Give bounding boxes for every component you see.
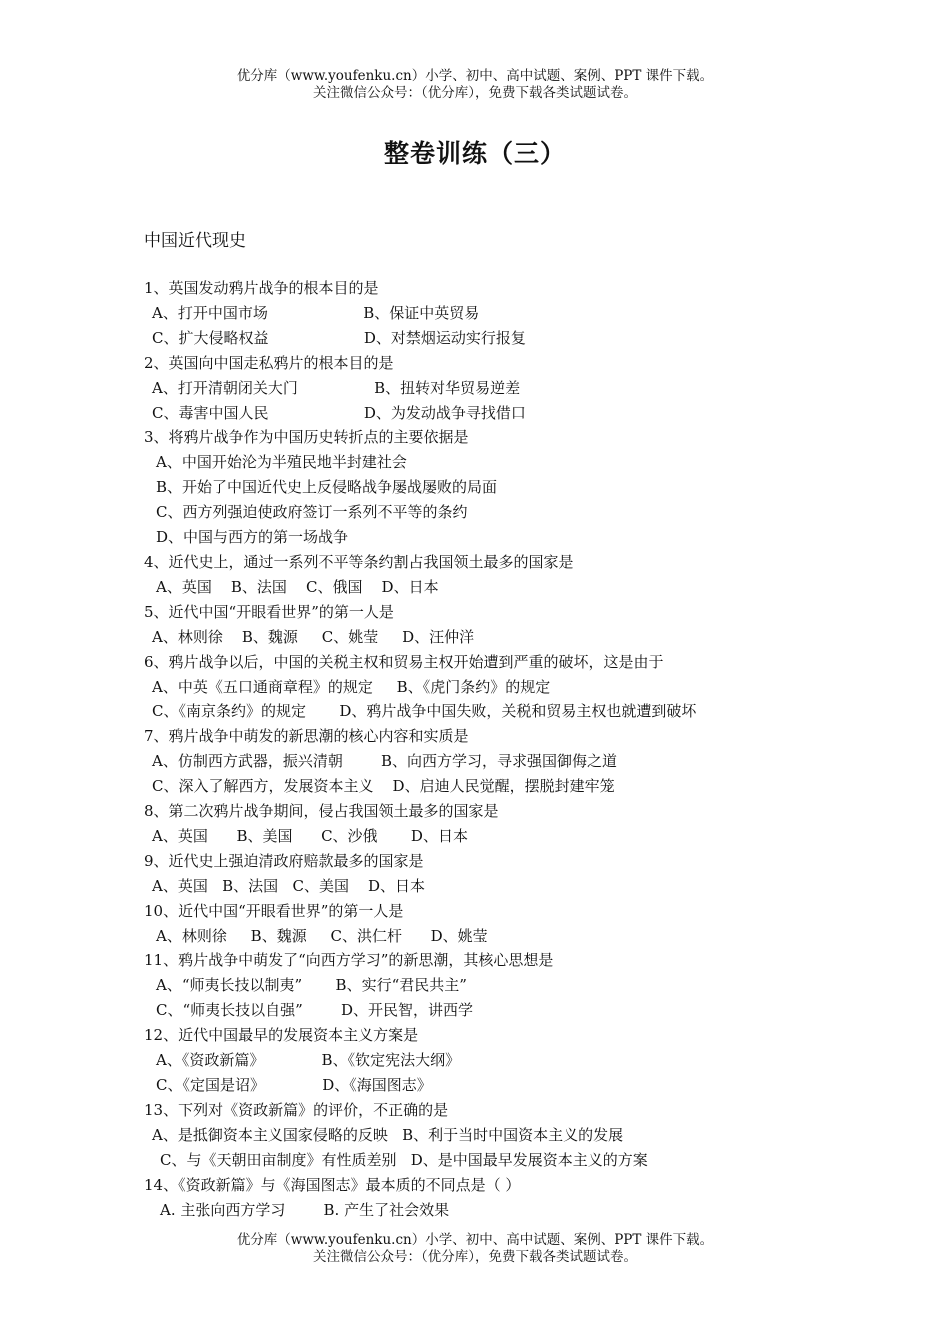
page-footer: [0, 1232, 950, 1266]
answer-options: D、中国与西方的第一场战争: [156, 528, 349, 547]
question-stem: 10、近代中国“开眼看世界”的第一人是: [144, 901, 404, 920]
answer-options: C、与《天朝田亩制度》有性质差别 D、是中国最早发展资本主义的方案: [160, 1150, 648, 1169]
answer-options: A、中英《五口通商章程》的规定 B、《虎门条约》的规定: [152, 677, 551, 696]
question-stem: 8、第二次鸦片战争期间，侵占我国领土最多的国家是: [144, 802, 499, 821]
question-item: [144, 849, 924, 899]
footer-line-2: 关注微信公众号：（优分库），免费下载各类试题试卷。: [313, 1249, 637, 1265]
answer-options: A、林则徐 B、魏源 C、洪仁杆 D、姚莹: [156, 926, 488, 945]
header-line-1: 优分库（www.youfenku.cn）小学、初中、高中试题、案例、PPT 课件下载。: [236, 68, 714, 84]
header-line-2: 关注微信公众号：（优分库），免费下载各类试题试卷。: [313, 85, 637, 101]
question-stem: 6、鸦片战争以后，中国的关税主权和贸易主权开始遭到严重的破坏，这是由于: [144, 652, 664, 671]
section-heading: 中国近代现史: [144, 231, 246, 251]
answer-options: A、打开清朝闭关大门 B、扭转对华贸易逆差: [152, 378, 521, 397]
answer-options: C、扩大侵略权益 D、对禁烟运动实行报复: [152, 328, 526, 347]
answer-options: A、仿制西方武器，振兴清朝 B、向西方学习，寻求强国御侮之道: [152, 752, 618, 771]
question-item: [144, 799, 924, 849]
answer-options: C、西方列强迫使政府签订一系列不平等的条约: [156, 503, 468, 522]
question-stem: 2、英国向中国走私鸦片的根本目的是: [144, 353, 394, 372]
answer-options: C、毒害中国人民 D、为发动战争寻找借口: [152, 403, 526, 422]
question-item: [144, 650, 924, 725]
question-item: [144, 948, 924, 1023]
question-stem: 13、下列对《资政新篇》的评价，不正确的是: [144, 1100, 449, 1119]
question-item: [144, 425, 924, 550]
page-header: [0, 68, 950, 102]
answer-options: B、开始了中国近代史上反侵略战争屡战屡败的局面: [156, 478, 498, 497]
answer-options: C、《南京条约》的规定 D、鸦片战争中国失败，关税和贸易主权也就遭到破坏: [152, 702, 697, 721]
question-stem: 4、近代史上，通过一系列不平等条约割占我国领土最多的国家是: [144, 552, 574, 571]
question-item: [144, 899, 924, 949]
answer-options: C、《定国是诏》 D、《海国图志》: [156, 1076, 432, 1094]
answer-options: C、深入了解西方，发展资本主义 D、启迪人民觉醒，摆脱封建牢笼: [152, 777, 615, 796]
question-item: [144, 276, 924, 351]
answer-options: C、“师夷长技以自强” D、开民智，讲西学: [156, 1001, 473, 1020]
answer-options: A、英国 B、法国 C、俄国 D、日本: [156, 577, 439, 596]
answer-options: A、林则徐 B、魏源 C、姚莹 D、汪仲洋: [152, 627, 475, 646]
question-stem: 12、近代中国最早的发展资本主义方案是: [144, 1026, 419, 1045]
question-item: [144, 550, 924, 600]
question-item: [144, 1173, 924, 1223]
question-stem: 7、鸦片战争中萌发的新思潮的核心内容和实质是: [144, 727, 469, 746]
question-stem: 3、将鸦片战争作为中国历史转折点的主要依据是: [144, 428, 469, 447]
question-item: [144, 1023, 924, 1098]
question-list: [144, 276, 924, 1222]
answer-options: A、打开中国市场 B、保证中英贸易: [152, 303, 480, 322]
answer-options: A. 主张向西方学习 B. 产生了社会效果: [160, 1200, 450, 1219]
answer-options: A、是抵御资本主义国家侵略的反映 B、利于当时中国资本主义的发展: [152, 1125, 624, 1144]
question-stem: 5、近代中国“开眼看世界”的第一人是: [144, 602, 394, 621]
document-title: 整卷训练（三）: [383, 139, 566, 168]
question-stem: 14、《资政新篇》与《海国图志》最本质的不同点是（ ）: [144, 1175, 521, 1194]
question-item: [144, 351, 924, 426]
answer-options: A、英国 B、美国 C、沙俄 D、日本: [152, 826, 468, 845]
question-item: [144, 1098, 924, 1173]
question-stem: 1、英国发动鸦片战争的根本目的是: [144, 279, 379, 297]
footer-line-1: 优分库（www.youfenku.cn）小学、初中、高中试题、案例、PPT 课件下载。: [236, 1232, 714, 1248]
question-item: [144, 600, 924, 650]
question-stem: 11、鸦片战争中萌发了“向西方学习”的新思潮，其核心思想是: [144, 951, 554, 970]
answer-options: A、“师夷长技以制夷” B、实行“君民共主”: [156, 976, 467, 995]
answer-options: A、英国 B、法国 C、美国 D、日本: [152, 876, 426, 895]
answer-options: A、中国开始沦为半殖民地半封建社会: [156, 453, 407, 472]
question-item: [144, 724, 924, 799]
question-stem: 9、近代史上强迫清政府赔款最多的国家是: [144, 851, 424, 870]
answer-options: A、《资政新篇》 B、《钦定宪法大纲》: [156, 1051, 461, 1070]
